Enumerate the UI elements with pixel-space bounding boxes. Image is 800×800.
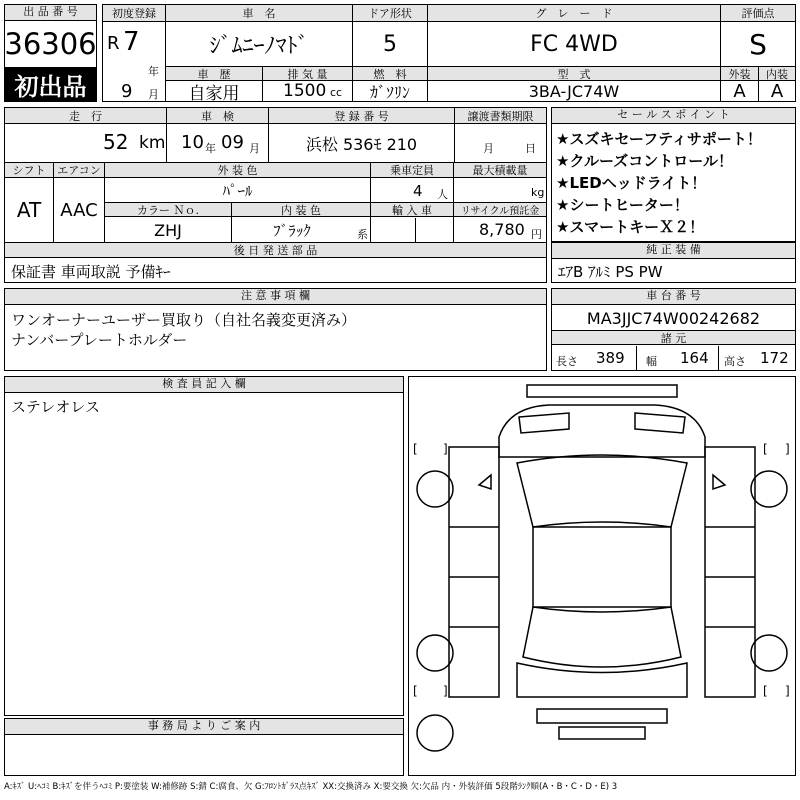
length-value: 389	[596, 349, 625, 367]
score-header: 評価点	[741, 7, 775, 20]
windshield-panel	[517, 455, 687, 527]
left-headlight	[519, 413, 569, 433]
notes-line: ワンオーナーユーザー買取り（自社名義変更済み）	[11, 311, 357, 329]
plate-header: 登 録 番 号	[334, 109, 389, 123]
divider	[370, 163, 371, 242]
width-label: 幅	[646, 355, 657, 368]
inspector-value: ステレオレス	[11, 398, 100, 416]
model-type-header: 型 式	[557, 67, 591, 81]
reg-year-unit: 年	[148, 65, 159, 78]
aircon-header: エアコン	[57, 164, 101, 177]
left-door-lines	[449, 527, 499, 627]
chassis-header: 車 台 番 号	[552, 289, 795, 305]
capacity-value: 4	[413, 182, 423, 200]
front-bumper-panel	[527, 385, 677, 397]
equipment-value: ｴｱB ｱﾙﾐ PS PW	[558, 263, 663, 281]
first-listing-badge: 初出品	[5, 67, 96, 101]
transfer-header: 譲渡書類期限	[467, 109, 534, 123]
divider	[165, 5, 166, 101]
divider	[104, 163, 105, 242]
divider	[720, 5, 721, 101]
inspector-header: 検 査 員 記 入 欄	[5, 377, 403, 393]
exterior-grade-value: A	[733, 80, 746, 102]
divider	[53, 163, 54, 242]
divider	[262, 66, 263, 101]
later-parts-header: 後 日 発 送 部 品	[233, 244, 318, 257]
sales-point-item: ★LEDヘッドライト！	[556, 174, 707, 192]
displacement-unit: cc	[330, 86, 343, 99]
int-color-header: 内 装 色	[281, 203, 321, 217]
reg-month: 9	[121, 81, 133, 102]
notes-header: 注 意 事 項 欄	[5, 289, 546, 305]
legend-text: A:ｷｽﾞ U:ﾍｺﾐ B:ｷｽﾞを伴うﾍｺﾐ P:要塗装 W:補修跡 S:錆 C:腐食、欠 G:ﾌﾛﾝﾄｶﾞﾗｽ点ｷｽﾞ XX:交換済み X:要交換 欠:欠品 内・外装評価 5段階ﾗﾝｸ順(A・B・C・D・E) 3	[4, 782, 618, 792]
chassis-value: MA3JJC74W00242682	[586, 308, 761, 328]
divider	[454, 108, 455, 162]
rear-bumper-panel	[537, 709, 667, 723]
inspector-box	[4, 376, 404, 716]
equipment-header: 純 正 装 備	[552, 243, 795, 259]
height-label: 高さ	[724, 355, 746, 368]
capacity-header: 乗車定員	[390, 164, 434, 177]
car-name-header: 車 名	[242, 7, 276, 20]
mileage-value: 52	[103, 130, 129, 154]
sales-points-header: セ ー ル ス ポ イ ン ト	[552, 108, 795, 124]
equipment-box	[551, 242, 796, 283]
inspection-year-unit: 年	[205, 142, 216, 155]
later-parts-value: 保証書 車両取説 予備ｷｰ	[11, 263, 171, 281]
dimensions-header: 諸 元	[660, 331, 687, 345]
rear-right-wheel	[751, 635, 787, 671]
inspection-month-unit: 月	[249, 142, 260, 155]
divider	[231, 202, 232, 242]
import-header: 輸 入 車	[392, 203, 432, 217]
door-header: ドア形状	[368, 7, 412, 20]
notes-line: ナンバープレートホルダー	[11, 331, 188, 349]
right-bracket-top-close: ]	[785, 442, 790, 456]
left-bracket-top-close: ]	[443, 442, 448, 456]
rear-window-panel	[523, 607, 681, 667]
history-value: 自家用	[188, 83, 240, 104]
displacement-header: 排 気 量	[287, 67, 328, 81]
transfer-month-unit: 月	[483, 142, 494, 155]
grade-value: FC 4WD	[530, 31, 618, 57]
divider	[636, 346, 637, 370]
front-left-wheel	[417, 471, 453, 507]
right-door-lines	[705, 527, 755, 627]
max-load-unit: kg	[531, 186, 545, 199]
sales-point-item: ★スズキセーフティサポート！	[556, 130, 762, 148]
divider	[415, 218, 416, 242]
reg-year: 7	[123, 27, 140, 57]
left-bracket-bottom: [	[413, 684, 418, 698]
shift-header: シフト	[12, 164, 46, 177]
reg-era: R	[107, 33, 120, 54]
sales-points-box	[551, 107, 796, 242]
rear-left-wheel	[417, 635, 453, 671]
door-value: 5	[383, 31, 397, 57]
capacity-unit: 人	[437, 188, 448, 201]
spare-wheel	[417, 715, 453, 751]
car-diagram-box	[408, 376, 796, 776]
interior-grade-value: A	[770, 80, 784, 102]
divider	[718, 346, 719, 370]
interior-grade-header: 内装	[766, 67, 788, 81]
fuel-header: 燃 料	[373, 67, 407, 81]
mileage-header: 走 行	[69, 109, 102, 123]
length-label: 長さ	[556, 355, 578, 368]
inspection-month: 09	[221, 132, 244, 153]
divider	[758, 66, 759, 101]
exterior-grade-header: 外装	[728, 67, 751, 81]
chassis-box	[551, 288, 796, 371]
inspection-year: 10	[181, 132, 204, 153]
color-no-header: カラー Ｎｏ.	[137, 203, 199, 217]
ext-color-value: ﾊﾟｰﾙ	[222, 181, 253, 200]
rear-tire-cover	[559, 727, 645, 739]
lot-number: 36306	[4, 27, 97, 61]
width-value: 164	[680, 349, 709, 367]
left-bracket-top: [	[413, 442, 418, 456]
aircon-value: AAC	[60, 199, 98, 221]
left-mirror	[479, 475, 491, 489]
front-right-wheel	[751, 471, 787, 507]
hood-panel	[499, 405, 705, 457]
score-value: S	[749, 27, 767, 61]
sales-point-item: ★スマートキーＸ２！	[556, 218, 705, 236]
mileage-unit: km	[139, 133, 166, 153]
roof-panel	[533, 527, 671, 607]
lot-header: 出 品 番 号	[5, 5, 96, 21]
top-grid	[102, 4, 796, 102]
height-value: 172	[760, 349, 789, 367]
int-color-suffix: 系	[357, 228, 368, 241]
max-load-header: 最大積載量	[472, 164, 528, 177]
shift-value: AT	[16, 198, 42, 222]
transfer-day-unit: 日	[525, 142, 536, 155]
recycle-header: リサイクル預託金	[460, 206, 540, 217]
car-damage-diagram	[409, 377, 795, 775]
right-headlight	[635, 413, 685, 433]
office-box	[4, 718, 404, 776]
car-name-value: ｼﾞﾑﾆｰﾉﾏﾄﾞ	[209, 33, 309, 59]
recycle-value: 8,780	[479, 220, 525, 239]
model-type-value: 3BA-JC74W	[528, 81, 620, 101]
divider	[352, 5, 353, 101]
fuel-value: ｶﾞｿﾘﾝ	[369, 82, 410, 102]
divider	[427, 5, 428, 101]
sales-point-item: ★シートヒーター！	[556, 196, 689, 214]
right-bracket-bottom: [	[763, 684, 768, 698]
right-mirror	[713, 475, 725, 489]
right-bracket-top: [	[763, 442, 768, 456]
notes-box	[4, 288, 547, 371]
divider	[453, 163, 454, 242]
plate-value: 浜松 536ﾓ 210	[305, 134, 418, 154]
divider	[268, 108, 269, 162]
rear-gate-panel	[517, 663, 687, 697]
int-color-value: ﾌﾞﾗｯｸ	[273, 221, 311, 240]
inspection-header: 車 検	[201, 109, 234, 123]
recycle-unit: 円	[531, 228, 542, 241]
grade-header: グ レ ー ド	[535, 7, 613, 20]
history-header: 車 歴	[197, 67, 231, 81]
color-no-value: ZHJ	[154, 220, 182, 240]
details-grid	[4, 107, 547, 283]
office-header: 事 務 局 よ り ご 案 内	[5, 719, 403, 735]
lot-box	[4, 4, 97, 102]
displacement-value: 1500	[283, 81, 327, 101]
sales-points-list	[556, 128, 762, 238]
right-bracket-bottom-close: ]	[785, 684, 790, 698]
divider	[166, 108, 167, 162]
ext-color-header: 外 装 色	[217, 164, 258, 177]
left-bracket-bottom-close: ]	[443, 684, 448, 698]
reg-month-unit: 月	[148, 88, 159, 101]
reg-header: 初度登録	[112, 7, 156, 20]
sales-point-item: ★クルーズコントロール！	[556, 152, 733, 170]
